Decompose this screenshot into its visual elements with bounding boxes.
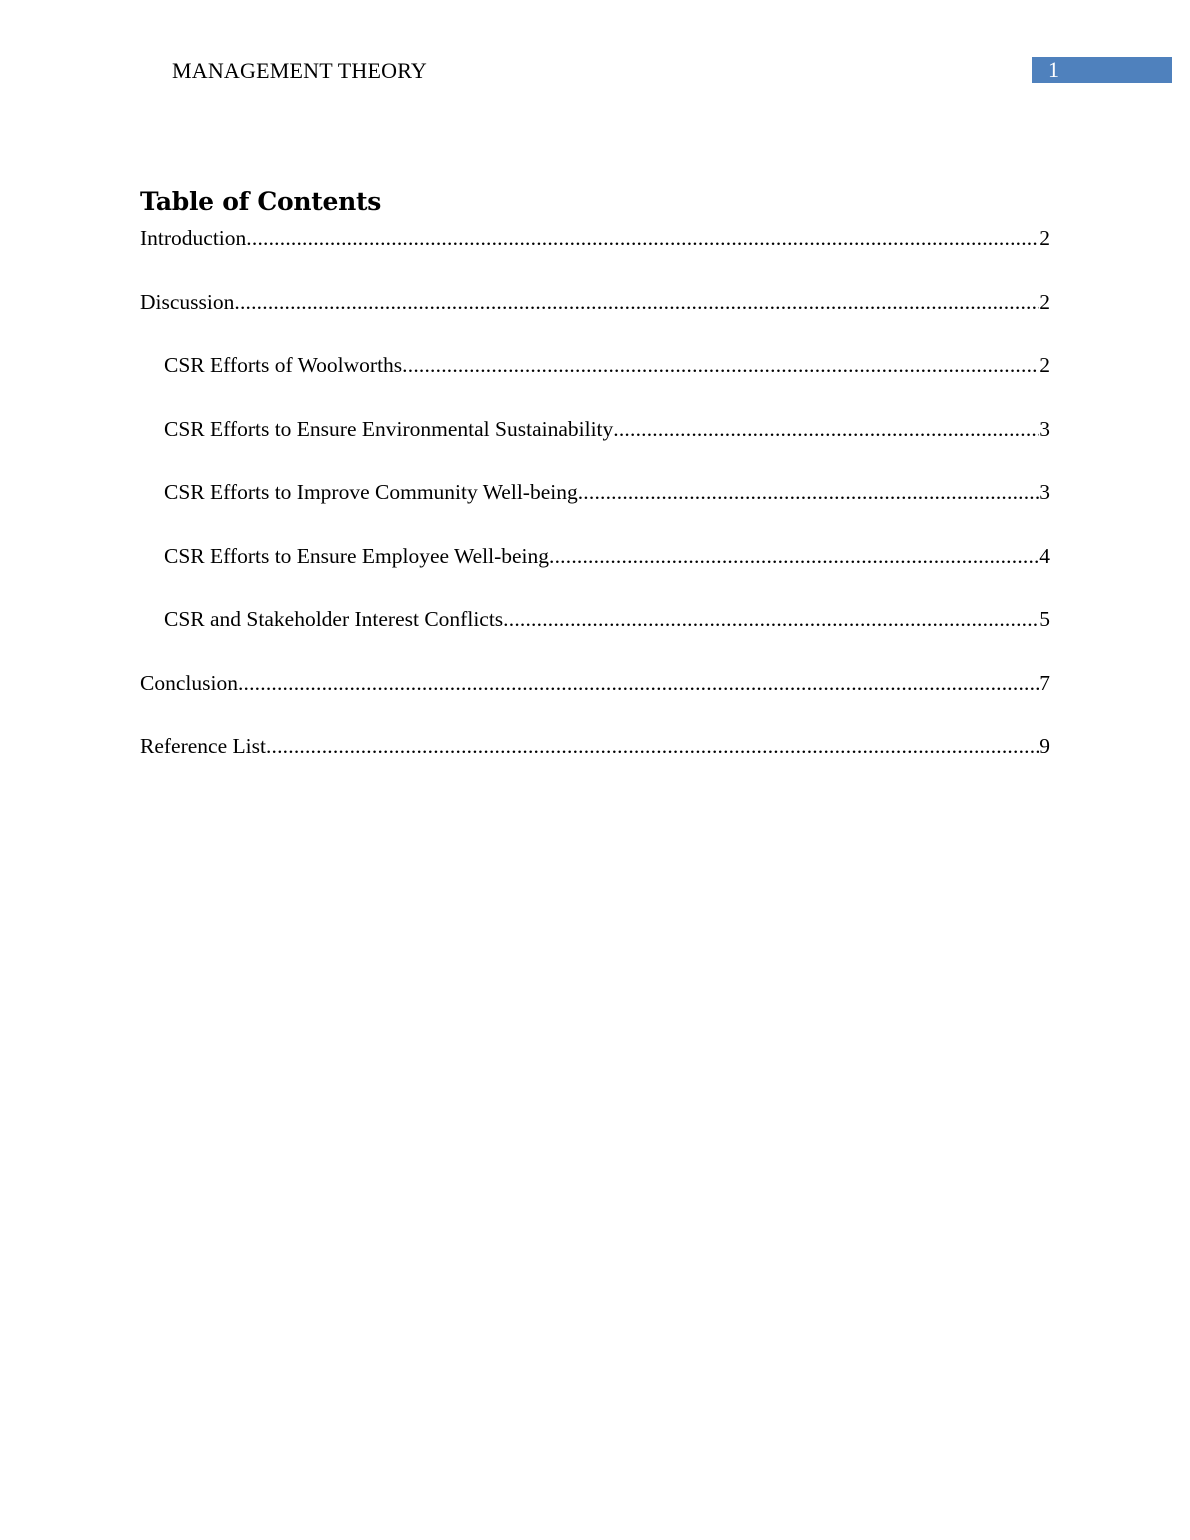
- toc-leader-dots: [266, 733, 1039, 759]
- toc-entry-page: 9: [1039, 734, 1050, 758]
- toc-leader-dots: [503, 606, 1039, 632]
- toc-entry-csr-employee[interactable]: [140, 543, 1050, 607]
- toc-entry-title: CSR Efforts to Ensure Employee Well-being: [164, 543, 550, 568]
- toc-entry-title: Reference List: [140, 734, 266, 758]
- toc-entry-csr-community[interactable]: [140, 479, 1050, 543]
- toc-entry-title: CSR Efforts of Woolworths: [164, 353, 403, 377]
- toc-entry-title: CSR Efforts to Improve Community Well-being: [164, 480, 578, 504]
- toc-entry-page: 2: [1039, 289, 1050, 314]
- toc-entry-introduction[interactable]: [140, 225, 1050, 289]
- toc-entry-page: 3: [1039, 480, 1050, 504]
- toc-leader-dots: [578, 479, 1040, 505]
- toc-entry-page: 3: [1039, 416, 1050, 441]
- toc-leader-dots: [238, 670, 1039, 696]
- toc-entry-csr-woolworths[interactable]: [140, 352, 1050, 416]
- toc-leader-dots: [234, 289, 1039, 315]
- toc-entry-title: Introduction: [140, 226, 247, 250]
- toc-entry-title: Conclusion: [140, 670, 238, 695]
- page-number: 1: [1048, 57, 1059, 82]
- page-number-badge: [1032, 57, 1172, 83]
- toc-leader-dots: [402, 352, 1039, 378]
- toc-heading: Table of Contents: [140, 187, 382, 216]
- toc-entry-csr-stakeholder[interactable]: [140, 606, 1050, 670]
- toc-entry-discussion[interactable]: [140, 289, 1050, 353]
- table-of-contents: [140, 225, 1050, 797]
- toc-entry-page: 5: [1039, 607, 1050, 631]
- toc-entry-page: 2: [1039, 226, 1050, 250]
- toc-entry-page: 2: [1039, 353, 1050, 377]
- toc-leader-dots: [246, 225, 1039, 251]
- toc-entry-conclusion[interactable]: [140, 670, 1050, 734]
- toc-entry-title: CSR and Stakeholder Interest Conflicts: [164, 607, 504, 631]
- toc-leader-dots: [613, 416, 1039, 442]
- toc-entry-title: Discussion: [140, 289, 235, 314]
- toc-entry-page: 4: [1039, 543, 1050, 568]
- toc-leader-dots: [549, 543, 1039, 569]
- toc-entry-page: 7: [1039, 670, 1050, 695]
- toc-entry-reference-list[interactable]: [140, 733, 1050, 797]
- toc-entry-csr-environmental[interactable]: [140, 416, 1050, 480]
- toc-entry-title: CSR Efforts to Ensure Environmental Sustainability: [164, 416, 614, 441]
- running-header-title: MANAGEMENT THEORY: [172, 58, 427, 83]
